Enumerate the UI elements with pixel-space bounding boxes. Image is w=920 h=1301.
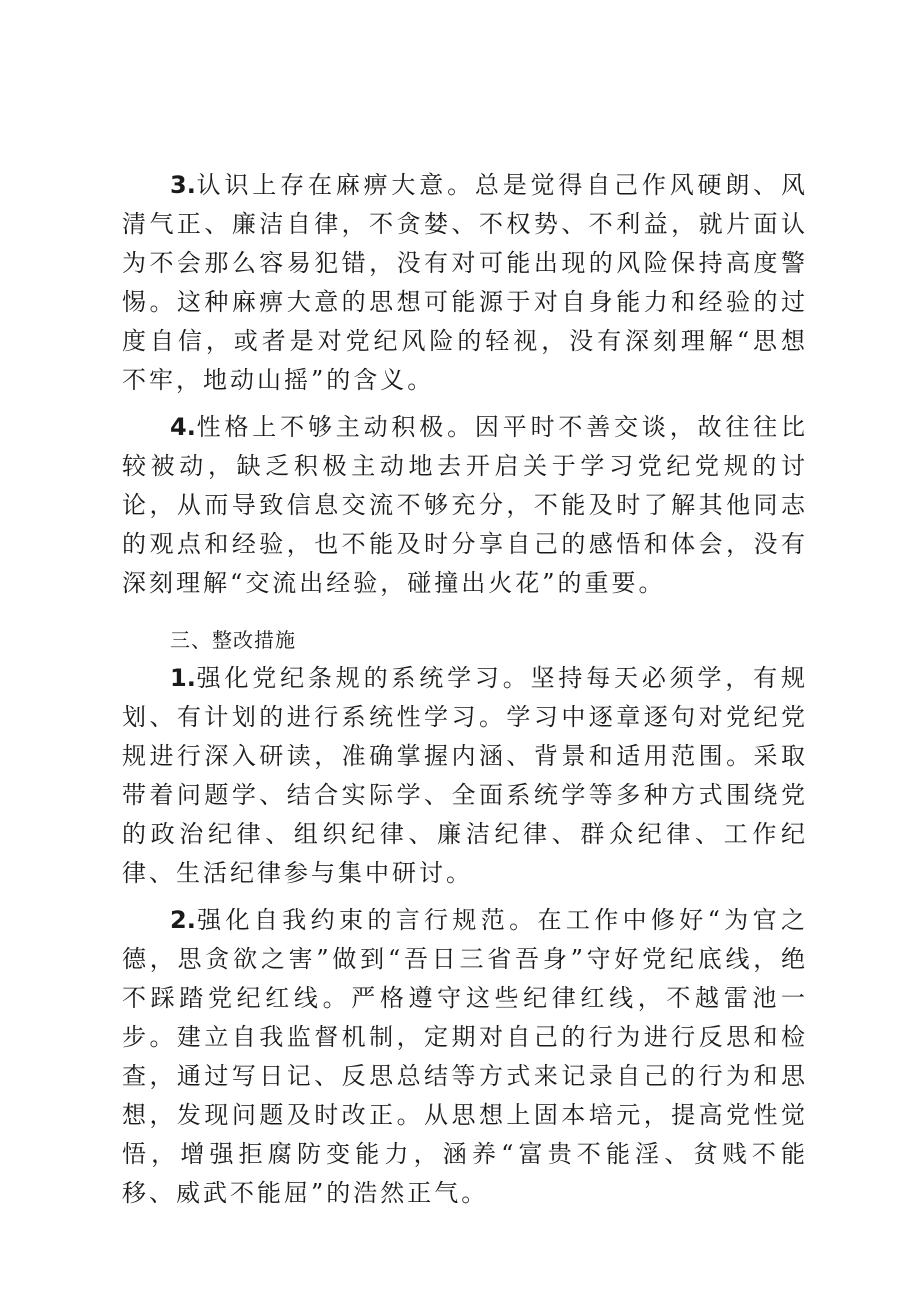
measure-number: 2. — [170, 906, 196, 934]
paragraph-point-4 — [122, 408, 808, 603]
point-text: 认识上存在麻痹大意。总是觉得自己作风硬朗、风清气正、廉洁自律，不贪婪、不权势、不利益，就片面认为不会那么容易犯错，没有对可能出现的风险保持高度警惕。这种麻痹大意的思想可能源于对自身能力和经验的过度自信，或者是对党纪风险的轻视，没有深刻理解“思想不牢，地动山摇”的含义。 — [122, 171, 808, 394]
point-number: 3. — [170, 171, 196, 199]
measure-number: 1. — [170, 664, 196, 692]
point-text: 性格上不够主动积极。因平时不善交谈，故往往比较被动，缺乏积极主动地去开启关于学习党纪党规的讨论，从而导致信息交流不够充分，不能及时了解其他同志的观点和经验，也不能及时分享自己的感悟和体会，没有深刻理解“交流出经验，碰撞出火花”的重要。 — [122, 413, 808, 597]
paragraph-point-3 — [122, 166, 808, 400]
point-number: 4. — [170, 413, 196, 441]
measure-text: 强化党纪条规的系统学习。坚持每天必须学，有规划、有计划的进行系统性学习。学习中逐章逐句对党纪党规进行深入研读，准确掌握内涵、背景和适用范围。采取带着问题学、结合实际学、全面系统学等多种方式围绕党的政治纪律、组织纪律、廉洁纪律、群众纪律、工作纪律、生活纪律参与集中研讨。 — [122, 664, 808, 887]
paragraph-measure-1 — [122, 659, 808, 893]
paragraph-measure-2 — [122, 901, 808, 1213]
measure-text: 强化自我约束的言行规范。在工作中修好“为官之德，思贪欲之害”做到“吾日三省吾身”守好党纪底线，绝不踩踏党纪红线。严格遵守这些纪律红线，不越雷池一步。建立自我监督机制，定期对自己的行为进行反思和检查，通过写日记、反思总结等方式来记录自己的行为和思想，发现问题及时改正。从思想上固本培元，提高党性觉悟，增强拒腐防变能力，涵养“富贵不能淫、贫贱不能移、威武不能屈”的浩然正气。 — [122, 906, 808, 1207]
document-body — [122, 166, 808, 1213]
section-heading: 三、整改措施 — [170, 628, 296, 652]
